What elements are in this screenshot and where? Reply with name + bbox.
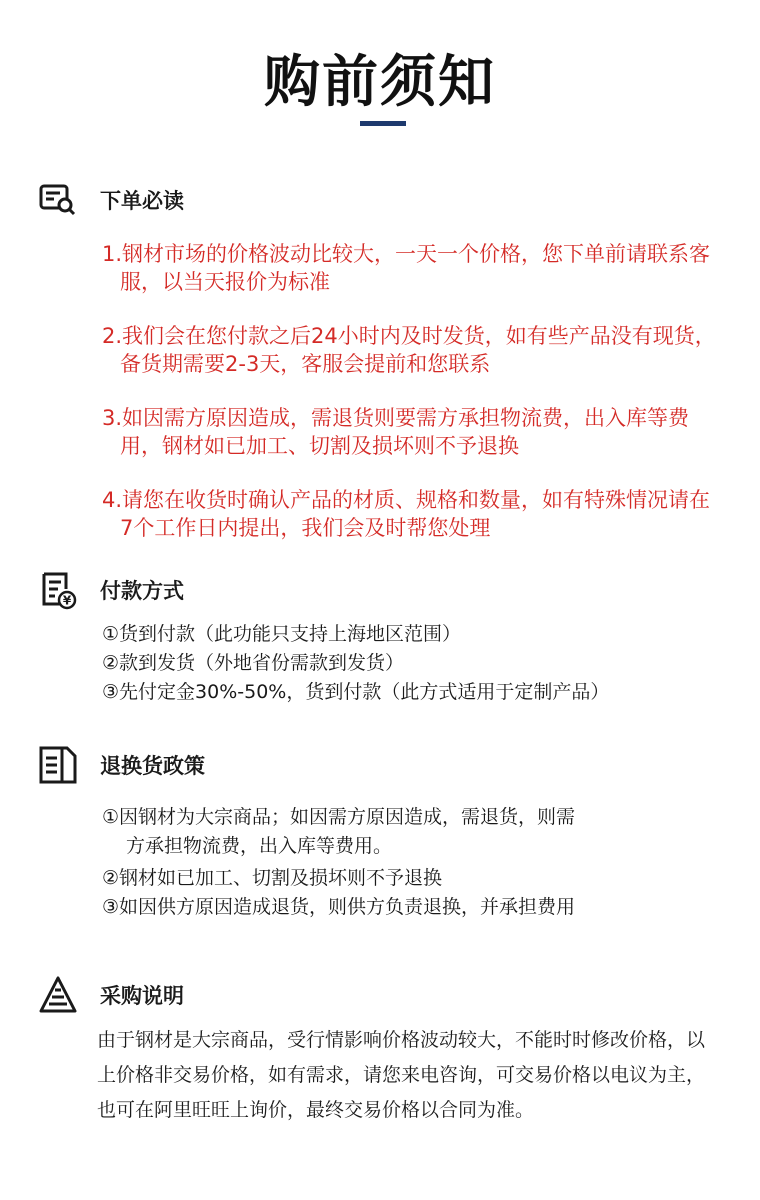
policy-document-icon	[38, 745, 78, 785]
invoice-yen-icon	[38, 570, 78, 610]
order-note: 4.请您在收货时确认产品的材质、规格和数量，如有特殊情况请在7个工作日内提出，我们会及时帮您处理	[102, 488, 711, 540]
section-order-heading: 下单必读	[100, 189, 184, 213]
return-policy-item: ①因钢材为大宗商品；如因需方原因造成，需退货，则需方承担物流费，出入库等费用。	[102, 806, 576, 857]
document-search-icon	[38, 180, 78, 220]
purchase-description: 由于钢材是大宗商品，受行情影响价格波动较大，不能时时修改价格，以上价格非交易价格，如有需求，请您来电咨询，可交易价格以电议为主，也可在阿里旺旺上询价，最终交易价格以合同为准。	[97, 1029, 706, 1121]
order-note: 3.如因需方原因造成，需退货则要需方承担物流费，出入库等费用，钢材如已加工、切割及损坏则不予退换	[102, 406, 690, 458]
order-notes-list	[102, 240, 722, 568]
page-title: 购前须知	[264, 50, 496, 115]
payment-method: ①货到付款（此功能只支持上海地区范围）	[102, 623, 462, 645]
warning-note-icon	[38, 975, 78, 1015]
order-note: 2.我们会在您付款之后24小时内及时发货，如有些产品没有现货，备货期需要2-3天，客服会提前和您联系	[102, 324, 716, 376]
return-policy-list	[102, 803, 592, 861]
return-policy-list-rest	[102, 864, 732, 922]
section-returns-header	[38, 745, 205, 785]
svg-text:¥: ¥	[62, 593, 72, 608]
payment-method: ②款到发货（外地省份需款到发货）	[102, 652, 405, 674]
title-underline	[360, 121, 406, 126]
section-purchase-heading: 采购说明	[100, 984, 184, 1008]
section-payment-header	[38, 570, 184, 610]
order-note: 1.钢材市场的价格波动比较大，一天一个价格，您下单前请联系客服，以当天报价为标准	[102, 242, 711, 294]
return-policy-item: ③如因供方原因造成退货，则供方负责退换，并承担费用	[102, 896, 576, 918]
payment-methods-list	[102, 620, 732, 707]
section-payment-heading: 付款方式	[100, 579, 184, 603]
section-returns-heading: 退换货政策	[100, 754, 205, 778]
section-order-header	[38, 180, 184, 220]
payment-method: ③先付定金30%-50%，货到付款（此方式适用于定制产品）	[102, 681, 610, 703]
section-purchase-header	[38, 975, 184, 1015]
return-policy-item: ②钢材如已加工、切割及损坏则不予退换	[102, 867, 443, 889]
